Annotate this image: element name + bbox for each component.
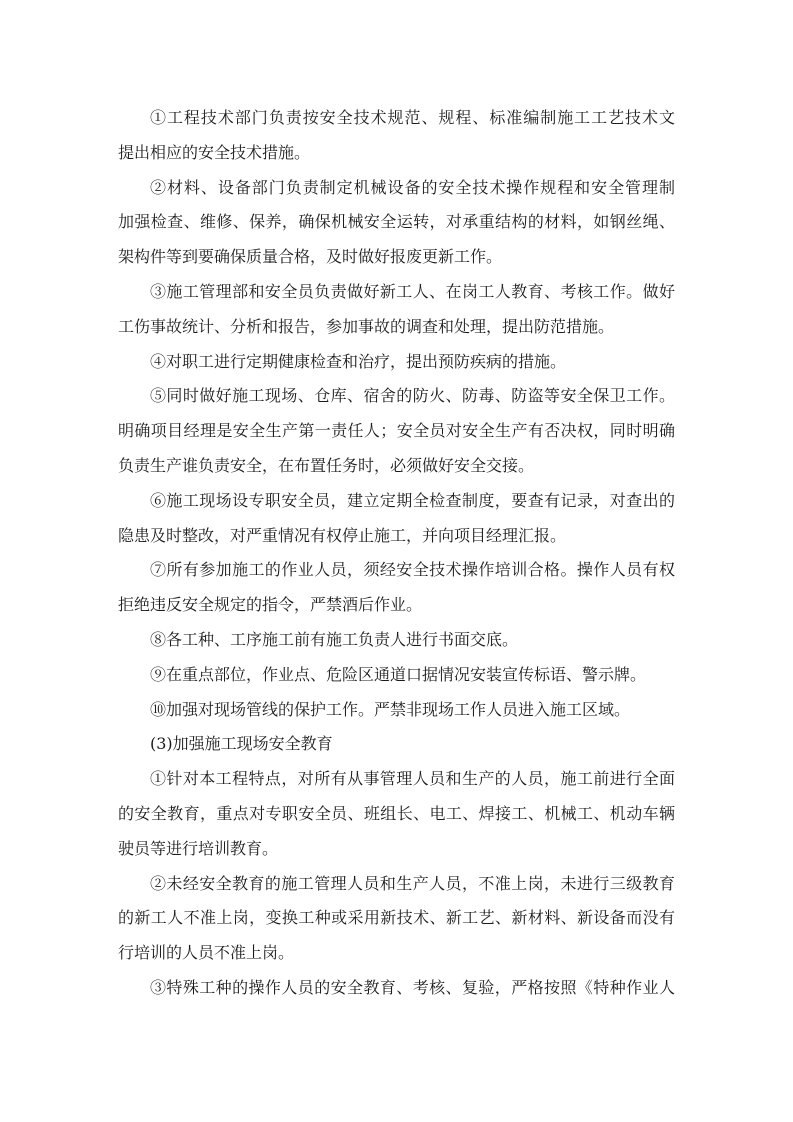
text-line: ①针对本工程特点，对所有从事管理人员和生产的人员，施工前进行全面 <box>150 769 675 789</box>
text-line: 工伤事故统计、分析和报告，参加事故的调查和处理，提出防范措施。 <box>118 316 615 336</box>
text-line: ②未经安全教育的施工管理人员和生产人员，不准上岗，未进行三级教育 <box>150 873 675 893</box>
text-line: 的新工人不准上岗，变换工种或采用新技术、新工艺、新材料、新设备而没有 <box>118 908 675 928</box>
text-line: 提出相应的安全技术措施。 <box>118 142 311 162</box>
text-line: 驶员等进行培训教育。 <box>118 838 279 858</box>
text-line: ⑨在重点部位，作业点、危险区通道口据情况安装宣传标语、警示牌。 <box>150 664 647 684</box>
text-line: ①工程技术部门负责按安全技术规范、规程、标准编制施工工艺技术文 <box>150 108 675 127</box>
text-line: ⑤同时做好施工现场、仓库、宿舍的防火、防毒、防盗等安全保卫工作。 <box>150 386 675 406</box>
paragraph <box>118 345 675 380</box>
paragraph <box>118 693 675 728</box>
text-line: 架构件等到要确保质量合格，及时做好报废更新工作。 <box>118 247 503 267</box>
paragraph <box>118 727 675 762</box>
text-line: 负责生产谁负责安全，在布置任务时，必须做好安全交接。 <box>118 455 535 475</box>
text-line: ⑥施工现场设专职安全员，建立定期全检查制度，要查有记录，对查出的 <box>150 490 675 510</box>
text-line: 的安全教育，重点对专职安全员、班组长、电工、焊接工、机械工、机动车辆 <box>118 803 675 823</box>
text-line: 加强检查、维修、保养，确保机械安全运转，对承重结构的材料，如钢丝绳、 <box>118 212 675 232</box>
text-line: ⑦所有参加施工的作业人员，须经安全技术操作培训合格。操作人员有权 <box>150 560 675 580</box>
text-line: 行培训的人员不准上岗。 <box>118 943 295 963</box>
paragraph <box>118 101 675 171</box>
text-line: 隐患及时整改，对严重情况有权停止施工，并向项目经理汇报。 <box>118 525 567 545</box>
text-line: ⑧各工种、工序施工前有施工负责人进行书面交底。 <box>150 629 519 649</box>
text-line: ⑩加强对现场管线的保护工作。严禁非现场工作人员进入施工区域。 <box>150 699 631 719</box>
paragraph <box>118 658 675 693</box>
paragraph <box>118 623 675 658</box>
paragraph <box>118 553 675 623</box>
paragraph <box>118 867 675 971</box>
paragraph <box>118 275 675 345</box>
text-line: ③施工管理部和安全员负责做好新工人、在岗工人教育、考核工作。做好 <box>150 281 675 301</box>
text-line: ③特殊工种的操作人员的安全教育、考核、复验，严格按照《特种作业人 <box>150 977 675 997</box>
document-body <box>118 101 675 1006</box>
text-line: (3)加强施工现场安全教育 <box>150 734 333 754</box>
paragraph <box>118 171 675 275</box>
paragraph <box>118 379 675 483</box>
text-line: ④对职工进行定期健康检查和治疗，提出预防疾病的措施。 <box>150 351 567 371</box>
text-line: 明确项目经理是安全生产第一责任人；安全员对安全生产有否决权，同时明确 <box>118 421 675 441</box>
paragraph <box>118 762 675 866</box>
paragraph <box>118 484 675 554</box>
text-line: 拒绝违反安全规定的指令，严禁酒后作业。 <box>118 595 423 615</box>
text-line: ②材料、设备部门负责制定机械设备的安全技术操作规程和安全管理制 <box>150 177 675 197</box>
paragraph <box>118 971 675 1006</box>
